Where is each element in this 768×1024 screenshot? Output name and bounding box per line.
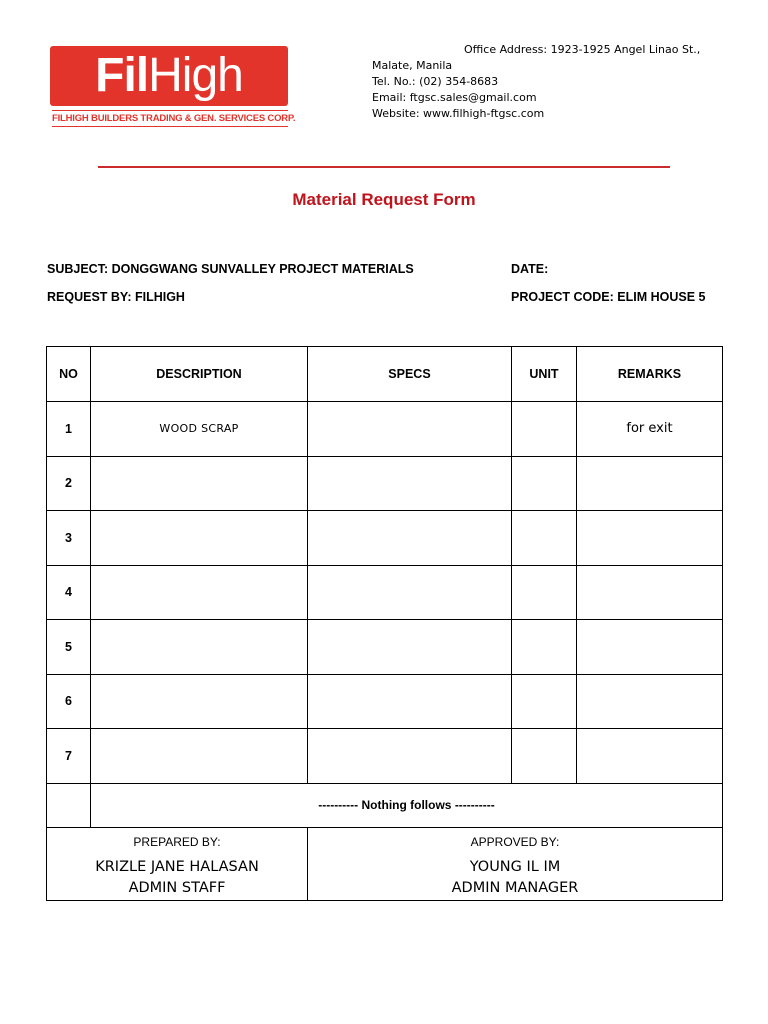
- header-divider: [98, 166, 670, 168]
- row-unit: [512, 511, 577, 566]
- row-description: [91, 511, 308, 566]
- row-remarks: for exit: [577, 402, 723, 457]
- logo-subtitle: FILHIGH BUILDERS TRADING & GEN. SERVICES CORP.: [52, 110, 288, 127]
- table-row: [47, 402, 723, 457]
- row-no: 6: [47, 674, 91, 729]
- table-row: [47, 620, 723, 675]
- table-row: [47, 729, 723, 784]
- table-row: [47, 565, 723, 620]
- row-specs: [308, 456, 512, 511]
- office-address-line2: Malate, Manila: [372, 59, 453, 72]
- nothing-follows-blank-cell: [47, 783, 91, 827]
- row-description: WOOD SCRAP: [91, 402, 308, 457]
- row-no: 4: [47, 565, 91, 620]
- signature-label-row: [47, 827, 723, 856]
- table-row: [47, 456, 723, 511]
- row-no: 2: [47, 456, 91, 511]
- row-description: [91, 729, 308, 784]
- row-unit: [512, 729, 577, 784]
- row-no: 3: [47, 511, 91, 566]
- row-unit: [512, 565, 577, 620]
- company-logo: [50, 46, 296, 128]
- row-specs: [308, 402, 512, 457]
- row-specs: [308, 620, 512, 675]
- row-no: 7: [47, 729, 91, 784]
- nothing-follows-row: [47, 783, 723, 827]
- request-by-field: REQUEST BY: FILHIGH: [47, 290, 185, 304]
- signature-name-row: [47, 856, 723, 901]
- logo-word-fil: Fil: [95, 49, 149, 102]
- row-no: 5: [47, 620, 91, 675]
- header-specs: SPECS: [308, 347, 512, 402]
- row-remarks: [577, 565, 723, 620]
- approved-by-title: ADMIN MANAGER: [451, 879, 579, 896]
- row-no: 1: [47, 402, 91, 457]
- header-no: NO: [47, 347, 91, 402]
- prepared-by-block: [47, 856, 308, 901]
- header-description: DESCRIPTION: [91, 347, 308, 402]
- material-table: [46, 346, 723, 901]
- form-title: Material Request Form: [292, 190, 476, 209]
- approved-by-label: APPROVED BY:: [308, 827, 723, 856]
- logo-word-high: High: [148, 49, 243, 102]
- date-field: DATE:: [511, 262, 549, 276]
- row-description: [91, 620, 308, 675]
- row-description: [91, 565, 308, 620]
- row-unit: [512, 620, 577, 675]
- approved-by-name: YOUNG IL IM: [469, 858, 561, 875]
- nothing-follows-text: ---------- Nothing follows ----------: [91, 783, 723, 827]
- row-description: [91, 456, 308, 511]
- row-remarks: [577, 620, 723, 675]
- table-row: [47, 674, 723, 729]
- row-remarks: [577, 674, 723, 729]
- table-header-row: [47, 347, 723, 402]
- row-unit: [512, 402, 577, 457]
- prepared-by-name: KRIZLE JANE HALASAN: [95, 858, 259, 875]
- row-remarks: [577, 511, 723, 566]
- row-unit: [512, 674, 577, 729]
- table-row: [47, 511, 723, 566]
- project-code-field: PROJECT CODE: ELIM HOUSE 5: [511, 290, 706, 304]
- office-info: [372, 42, 700, 122]
- office-address-line1: Office Address: 1923-1925 Angel Linao St.,: [464, 43, 701, 56]
- row-specs: [308, 674, 512, 729]
- row-specs: [308, 511, 512, 566]
- row-remarks: [577, 729, 723, 784]
- header-remarks: REMARKS: [577, 347, 723, 402]
- logo-wordmark: [50, 46, 288, 106]
- prepared-by-title: ADMIN STAFF: [128, 879, 226, 896]
- row-specs: [308, 729, 512, 784]
- row-description: [91, 674, 308, 729]
- office-tel: Tel. No.: (02) 354-8683: [372, 75, 499, 88]
- row-specs: [308, 565, 512, 620]
- header-unit: UNIT: [512, 347, 577, 402]
- row-remarks: [577, 456, 723, 511]
- prepared-by-label: PREPARED BY:: [47, 827, 308, 856]
- office-website: Website: www.filhigh-ftgsc.com: [372, 107, 545, 120]
- approved-by-block: [308, 856, 723, 901]
- subject-field: SUBJECT: DONGGWANG SUNVALLEY PROJECT MATERIALS: [47, 262, 414, 276]
- office-email: Email: ftgsc.sales@gmail.com: [372, 91, 537, 104]
- row-unit: [512, 456, 577, 511]
